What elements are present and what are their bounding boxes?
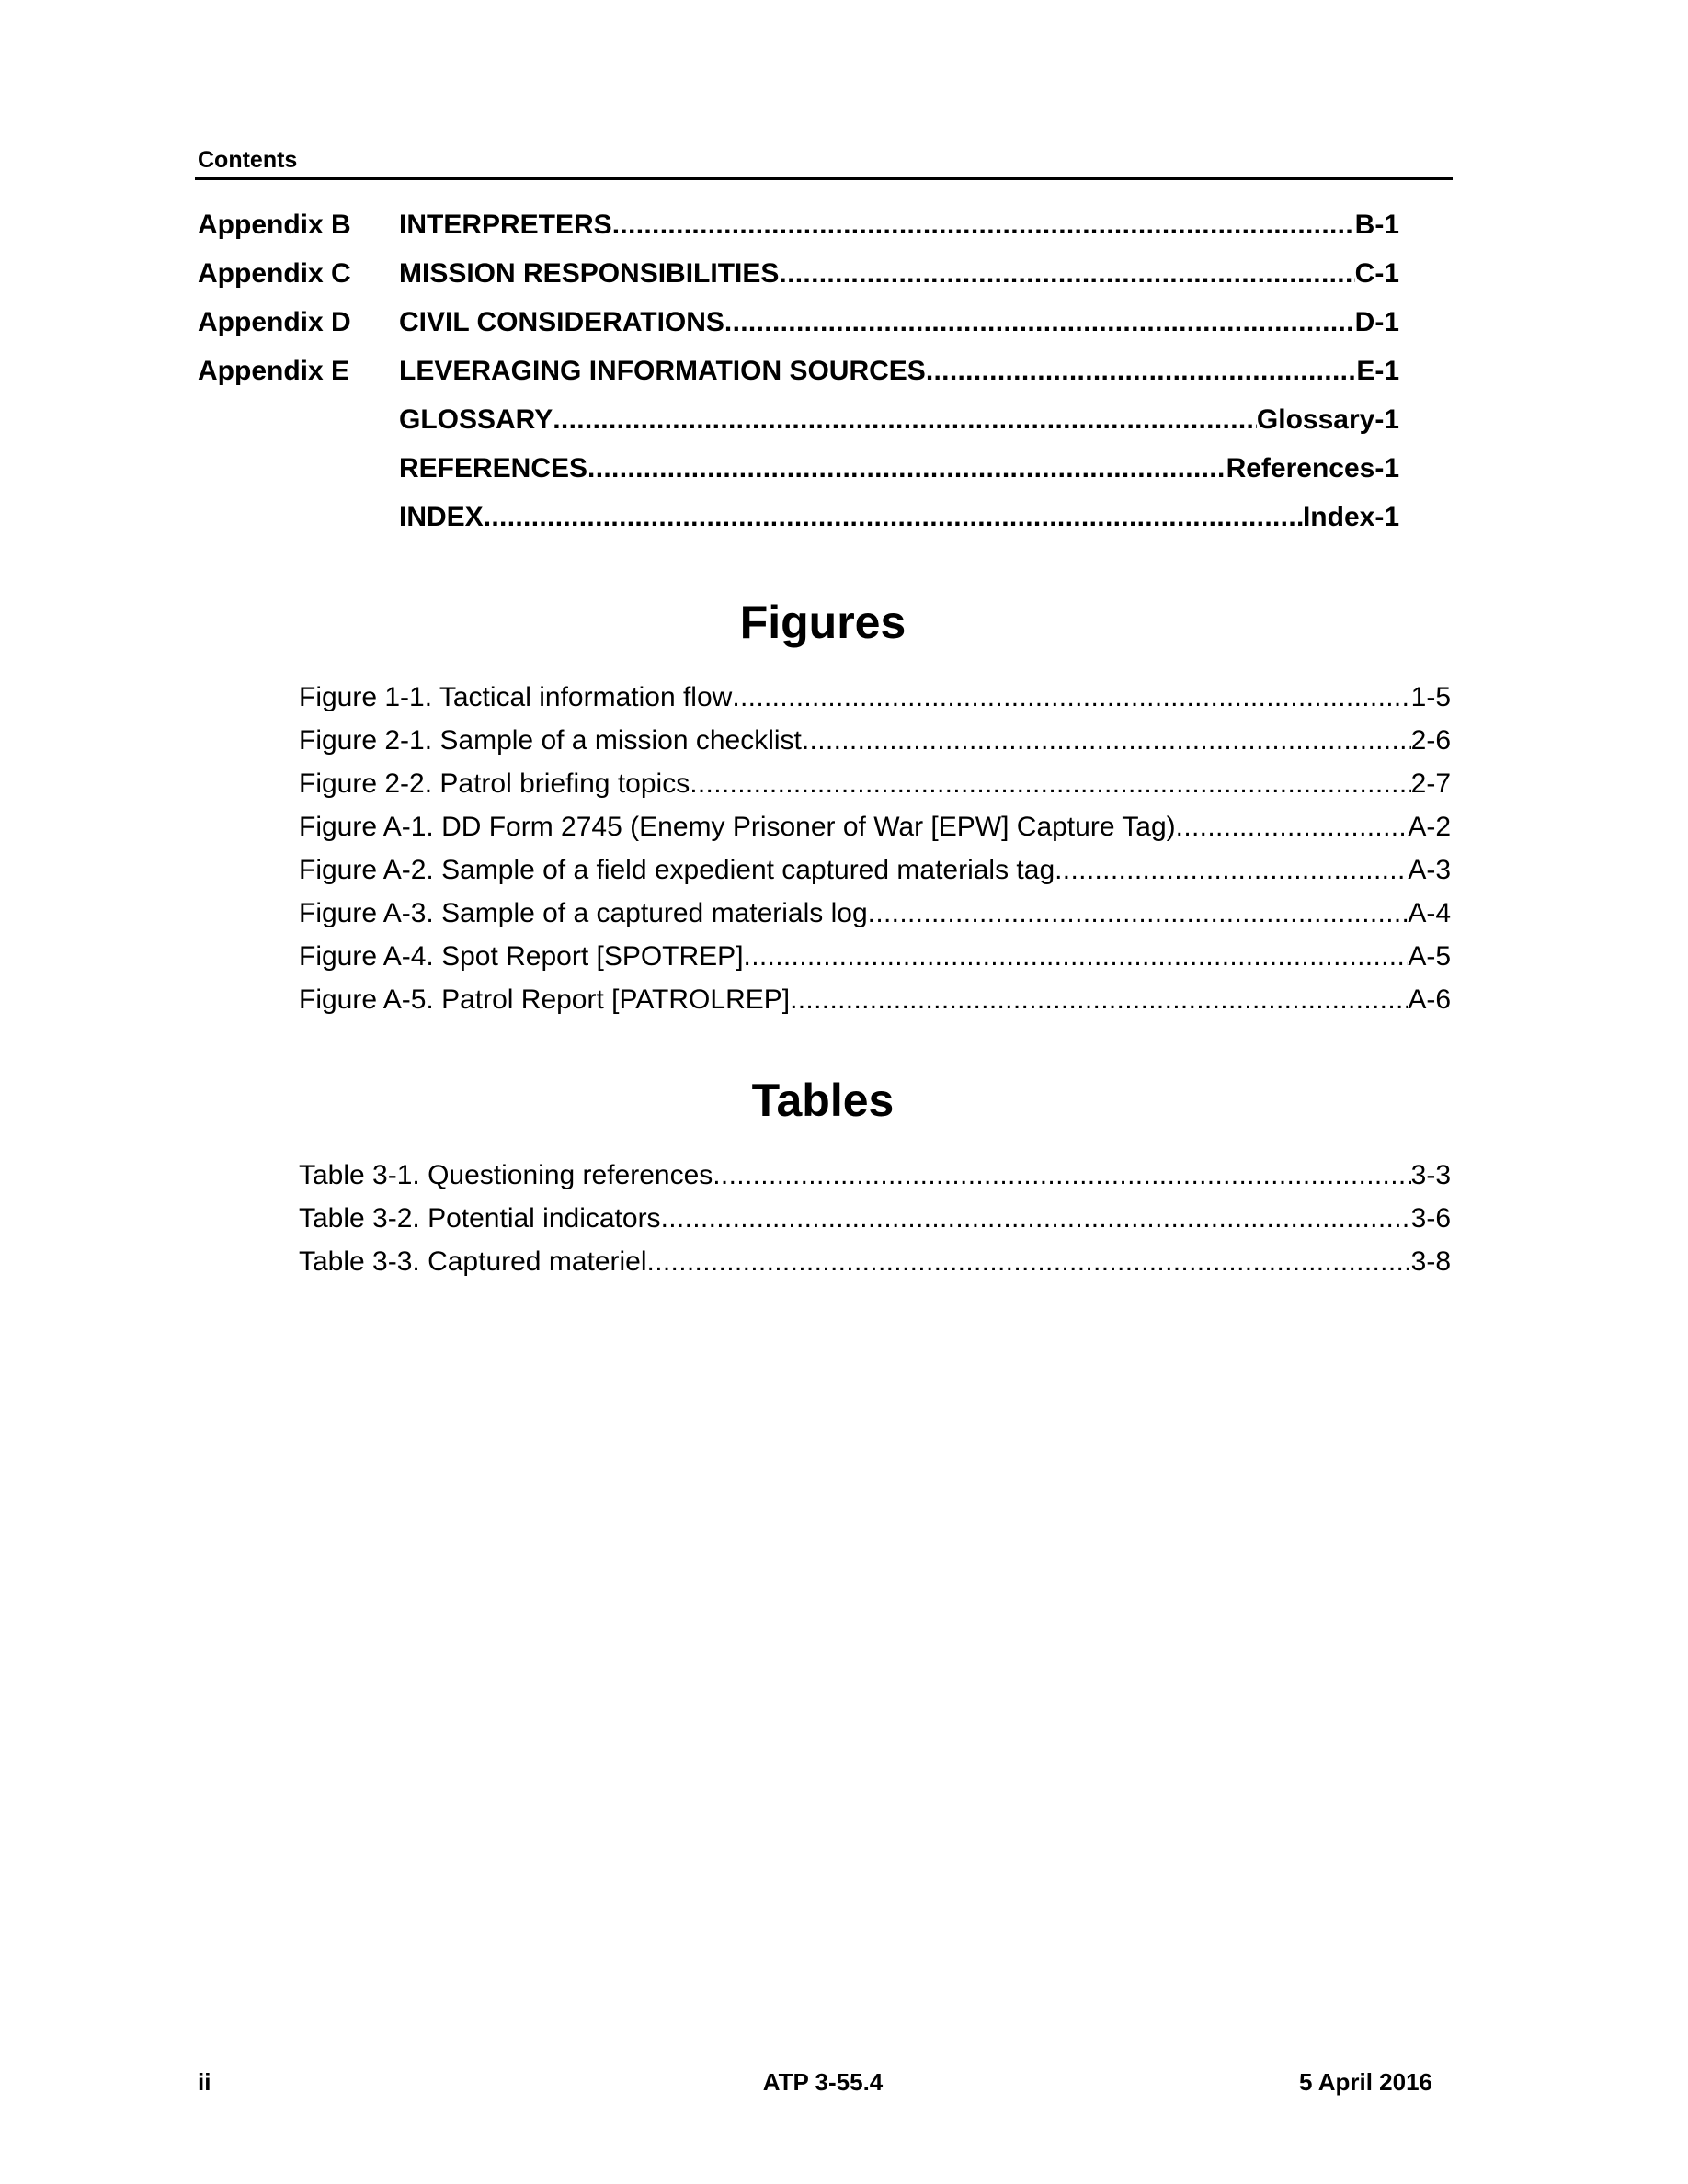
toc-entry-appendix-d[interactable] [198,307,1399,356]
figures-heading: Figures [739,597,907,648]
appendix-label: Appendix C [198,258,351,289]
entry-page: E-1 [1356,356,1399,386]
entry-title: Figure A-1. DD Form 2745 (Enemy Prisoner of War [EPW] Capture Tag) [299,812,1176,842]
entry-title: Figure 2-2. Patrol briefing topics [299,768,690,799]
header-rule [195,177,1453,180]
dot-leader [553,404,1257,436]
table-entry[interactable] [299,1246,1451,1290]
entry-page: C-1 [1354,258,1399,289]
toc-entry-references[interactable] [198,453,1399,502]
running-header: Contents [198,147,298,173]
entry-page: 1-5 [1410,682,1451,712]
figures-list [299,682,1451,1028]
figure-entry[interactable] [299,941,1451,984]
entry-title: Figure A-5. Patrol Report [PATROLREP] [299,984,791,1015]
entry-page: 2-7 [1410,768,1451,799]
entry-page: A-4 [1408,898,1451,928]
entry-title: INTERPRETERS [399,210,612,240]
table-entry[interactable] [299,1203,1451,1246]
table-entry[interactable] [299,1160,1451,1203]
dot-leader [647,1246,1411,1278]
figure-entry[interactable] [299,898,1451,941]
entry-title: MISSION RESPONSIBILITIES [399,258,780,289]
entry-page: D-1 [1354,307,1399,337]
figure-entry[interactable] [299,768,1451,812]
entry-title: Table 3-1. Questioning references [299,1160,713,1190]
entry-title: GLOSSARY [399,404,553,435]
figure-entry[interactable] [299,984,1451,1028]
dot-leader [587,453,1226,484]
entry-title: CIVIL CONSIDERATIONS [399,307,724,337]
entry-title: Figure 2-1. Sample of a mission checklist [299,725,802,756]
entry-page: A-6 [1408,984,1451,1015]
figure-entry[interactable] [299,812,1451,855]
entry-page: A-3 [1408,855,1451,885]
entry-page: 3-8 [1410,1246,1451,1277]
dot-leader [868,898,1409,929]
entry-title: Table 3-3. Captured materiel [299,1246,647,1277]
toc-entry-appendix-c[interactable] [198,258,1399,307]
entry-title: REFERENCES [399,453,588,483]
toc-entry-index[interactable] [198,502,1399,551]
figure-entry[interactable] [299,682,1451,725]
toc-entry-appendix-e[interactable] [198,356,1399,404]
figure-entry[interactable] [299,725,1451,768]
appendix-toc [198,210,1399,551]
entry-page: B-1 [1354,210,1399,240]
dot-leader [661,1203,1411,1234]
footer-publication: ATP 3-55.4 [762,2068,884,2096]
entry-title: Table 3-2. Potential indicators [299,1203,661,1234]
toc-entry-glossary[interactable] [198,404,1399,453]
entry-page: 3-6 [1410,1203,1451,1234]
dot-leader [926,356,1357,387]
tables-list [299,1160,1451,1290]
entry-title: Figure A-2. Sample of a field expedient captured materials tag [299,855,1055,885]
dot-leader [724,307,1355,338]
dot-leader [802,725,1411,756]
dot-leader [690,768,1410,800]
dot-leader [1176,812,1409,843]
tables-heading: Tables [751,1075,895,1126]
dot-leader [732,682,1410,713]
entry-page: A-2 [1408,812,1451,842]
figure-entry[interactable] [299,855,1451,898]
entry-page: 2-6 [1410,725,1451,756]
appendix-label: Appendix E [198,356,350,386]
dot-leader [790,984,1408,1016]
entry-page: 3-3 [1410,1160,1451,1190]
dot-leader [779,258,1354,290]
entry-title: INDEX [399,502,484,532]
entry-title: Figure 1-1. Tactical information flow [299,682,733,712]
entry-title: Figure A-4. Spot Report [SPOTREP] [299,941,744,972]
dot-leader [713,1160,1410,1191]
toc-entry-appendix-b[interactable] [198,210,1399,258]
dot-leader [484,502,1303,533]
entry-title: Figure A-3. Sample of a captured materials log [299,898,868,928]
entry-page: Glossary-1 [1256,404,1399,435]
dot-leader [1055,855,1408,886]
dot-leader [612,210,1355,241]
appendix-label: Appendix B [198,210,351,240]
footer-page-number: ii [198,2068,211,2096]
entry-page: Index-1 [1302,502,1399,532]
footer-date: 5 April 2016 [1298,2068,1432,2096]
entry-title: LEVERAGING INFORMATION SOURCES [399,356,926,386]
appendix-label: Appendix D [198,307,351,337]
dot-leader [744,941,1409,973]
entry-page: A-5 [1408,941,1451,972]
entry-page: References-1 [1226,453,1399,483]
